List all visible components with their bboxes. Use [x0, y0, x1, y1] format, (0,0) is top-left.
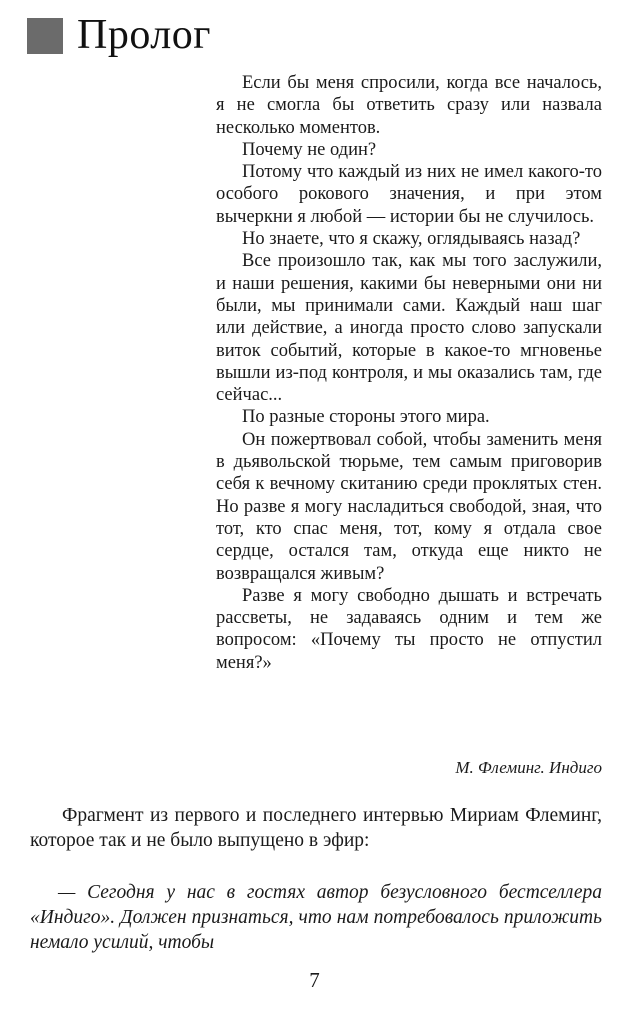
interview-paragraph: — Сегодня у нас в гостях автор безусловного бестселлера «Индиго». Должен признаться, что нам потребовалось приложить немало усилий, чтобы — [30, 882, 602, 953]
page-number: 7 — [309, 968, 320, 992]
square-icon — [27, 18, 63, 54]
epigraph-attribution: М. Флеминг. Индиго — [455, 758, 602, 777]
epigraph-paragraph: Все произошло так, как мы того заслужили, и наши решения, какими бы неверными они ни были, мы принимали сами. Каждый наш шаг или действие, а иногда просто слово запускали виток событий, которые в какое-то мгновенье вышли из-под контроля, и мы оказались там, где сейчас... — [216, 251, 602, 406]
epigraph-paragraph: Если бы меня спросили, когда все началось, я не смогла бы ответить сразу или назвала несколько моментов. — [216, 73, 602, 138]
epigraph-paragraph: Потому что каждый из них не имел какого-то особого рокового значения, и при этом вычеркни я любой — истории бы не случилось. — [216, 162, 602, 227]
epigraph-paragraph: Разве я могу свободно дышать и встречать рассветы, не задаваясь одним и тем же вопросом: «Почему ты просто не отпустил меня?» — [216, 585, 602, 673]
page-title: Пролог — [77, 12, 211, 58]
interview-text — [30, 880, 602, 955]
epigraph-paragraph: По разные стороны этого мира. — [242, 407, 490, 428]
page-header — [27, 12, 211, 58]
epigraph — [216, 72, 602, 674]
intro-text — [30, 803, 602, 853]
epigraph-paragraph: Но знаете, что я скажу, оглядываясь назад? — [242, 229, 581, 250]
epigraph-paragraph: Почему не один? — [242, 139, 377, 160]
intro-paragraph: Фрагмент из первого и последнего интервью Мириам Флеминг, которое так и не было выпущено в эфир: — [30, 805, 602, 851]
epigraph-paragraph: Он пожертвовал собой, чтобы заменить меня в дьявольской тюрьме, тем самым приговорив себя к вечному скитанию среди проклятых стен. Но разве я могу насладиться свободой, зная, что тот, кто спас меня, тот, кому я отдала свое сердце, остался там, откуда еще никто не возвращался живым? — [216, 429, 602, 584]
